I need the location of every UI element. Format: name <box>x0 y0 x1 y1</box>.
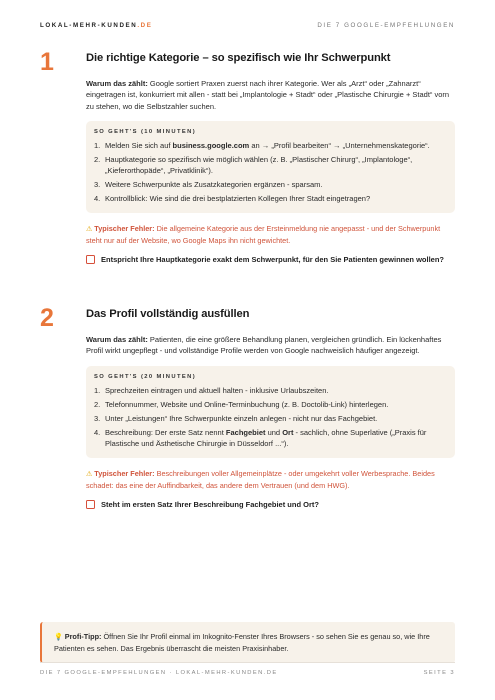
mistake-note <box>86 223 455 246</box>
step-text-part: - sachlich, ohne Superlative („Praxis für Plastische und Ästhetische Chirurgie in Düsseldorf ...“). <box>105 427 427 448</box>
mistake-note <box>86 468 455 491</box>
tip-text: Öffnen Sie Ihr Profil einmal im Inkognito-Fenster Ihres Browsers - so sehen Sie es genau so, wie Ihre Patienten es sehen. Das Ergebnis überrascht die meisten Praxisinhaber. <box>54 632 430 653</box>
step-item <box>94 179 445 190</box>
step-number: 4. <box>94 194 101 204</box>
step-text: Sprechzeiten eintragen und aktuell halten - inklusive Urlaubszeiten. <box>105 385 329 395</box>
step-text <box>105 140 430 151</box>
step-text: Unter „Leistungen“ Ihre Schwerpunkte einzeln anlegen - nicht nur das Fachgebiet. <box>105 413 378 423</box>
warning-icon: ⚠ <box>86 226 93 234</box>
mistake-label: Typischer Fehler: <box>94 468 155 478</box>
lightbulb-icon: 💡 <box>54 634 63 641</box>
step-item <box>94 193 445 204</box>
howto-title: SO GEHT'S (10 MINUTEN) <box>94 129 197 136</box>
mistake-label: Typischer Fehler: <box>94 224 155 234</box>
step-number: 2. <box>94 155 101 165</box>
step-number: 4. <box>94 427 101 437</box>
mistake-text: Beschreibungen voller Allgemeinplätze - oder umgekehrt voller Werbesprache. Beides schadet: das eine der Auffindbarkeit, das andere dem Vertrauen (und dem HWG). <box>86 468 435 490</box>
why-paragraph <box>86 78 455 112</box>
step-bold-term: Ort <box>282 427 294 437</box>
why-label: Warum das zählt: <box>86 335 148 344</box>
step-text: Weitere Schwerpunkte als Zusatzkategorien ergänzen - sparsam. <box>105 180 323 190</box>
howto-box <box>86 121 455 213</box>
footer-left: DIE 7 GOOGLE-EMPFEHLUNGEN · LOKAL-MEHR-KUNDEN.DE <box>40 670 278 676</box>
step-number: 3. <box>94 413 101 423</box>
step-number: 1. <box>94 385 101 395</box>
pro-tip-box <box>40 622 455 663</box>
checkbox-icon[interactable] <box>86 255 95 264</box>
page-header <box>40 22 455 29</box>
why-text: Google sortiert Praxen zuerst nach ihrer Kategorie. Wer als „Arzt“ oder „Zahnarzt“ eingetragen ist, konkurriert mit allen - statt bei „Implantologie + Stadt“ oder „Plastische Chirurgie + Stadt“ vorn zu stehen, wo die Selbstzahler suchen. <box>86 79 450 111</box>
steps-list <box>94 140 445 204</box>
brand-name: LOKAL-MEHR-KUNDEN <box>40 22 138 29</box>
step-bold-term: Fachgebiet <box>225 427 266 437</box>
tip-label: Profi-Tipp: <box>64 632 102 641</box>
why-text: Patienten, die eine größere Behandlung planen, vergleichen gründlich. Ein lückenhaftes Profil wirkt ungepflegt - und vollständige Profile werden von Google nachweislich häufiger angezeigt. <box>86 335 442 356</box>
checklist-text: Entspricht Ihre Hauptkategorie exakt dem Schwerpunkt, für den Sie Patienten gewinnen wollen? <box>101 255 444 265</box>
step-text: Telefonnummer, Website und Online-Terminbuchung (z. B. Doctolib-Link) hinterlegen. <box>105 399 389 409</box>
section-title: Die richtige Kategorie – so spezifisch wie Ihr Schwerpunkt <box>86 52 391 64</box>
document-label: DIE 7 GOOGLE-EMPFEHLUNGEN <box>317 22 455 29</box>
section-title: Das Profil vollständig ausfüllen <box>86 308 250 320</box>
section-number: 1 <box>40 48 54 76</box>
step-number: 1. <box>94 141 101 151</box>
mistake-text: Die allgemeine Kategorie aus der Ersteinmeldung nie angepasst - und der Schwerpunkt steht nur auf der Website, wo Google Maps ihn nicht gewichtet. <box>86 224 441 246</box>
page-footer <box>40 670 455 676</box>
howto-title: SO GEHT'S (20 MINUTEN) <box>94 373 197 380</box>
steps-list <box>94 385 445 449</box>
why-label: Warum das zählt: <box>86 79 148 88</box>
warning-icon: ⚠ <box>86 470 93 478</box>
checkbox-icon[interactable] <box>86 500 95 509</box>
brand-logo <box>40 22 152 29</box>
step-item <box>94 427 445 449</box>
step-text: Hauptkategorie so spezifisch wie möglich wählen (z. B. „Plastischer Chirurg“, „Implantologe“, „Kieferorthopäde“, „Privatklinik“). <box>105 155 413 176</box>
step-text-part: an → „Profil bearbeiten“ → „Unternehmenskategorie“. <box>249 141 430 151</box>
step-item <box>94 154 445 176</box>
section-number: 2 <box>40 304 54 332</box>
step-text: Kontrollblick: Wie sind die drei bestplatzierten Kollegen Ihrer Stadt eingetragen? <box>105 194 371 204</box>
step-text-part: Melden Sie sich auf <box>105 141 173 151</box>
step-item <box>94 385 445 396</box>
step-number: 3. <box>94 180 101 190</box>
step-number: 2. <box>94 399 101 409</box>
checklist-item[interactable] <box>86 499 455 510</box>
footer-divider <box>40 662 455 663</box>
step-item <box>94 140 445 151</box>
step-text-part: und <box>265 427 283 437</box>
step-item <box>94 399 445 410</box>
why-paragraph <box>86 334 455 357</box>
page-number: SEITE 3 <box>423 670 455 676</box>
step-item <box>94 413 445 424</box>
section-1 <box>40 48 455 265</box>
checklist-text: Steht im ersten Satz Ihrer Beschreibung Fachgebiet und Ort? <box>101 499 319 509</box>
step-text-part: Beschreibung: Der erste Satz nennt <box>105 427 226 437</box>
section-2 <box>40 304 455 510</box>
howto-box <box>86 366 455 458</box>
step-text <box>105 427 445 449</box>
brand-tld: .DE <box>137 22 153 29</box>
checklist-item[interactable] <box>86 254 455 265</box>
step-bold-link: business.google.com <box>172 141 250 151</box>
